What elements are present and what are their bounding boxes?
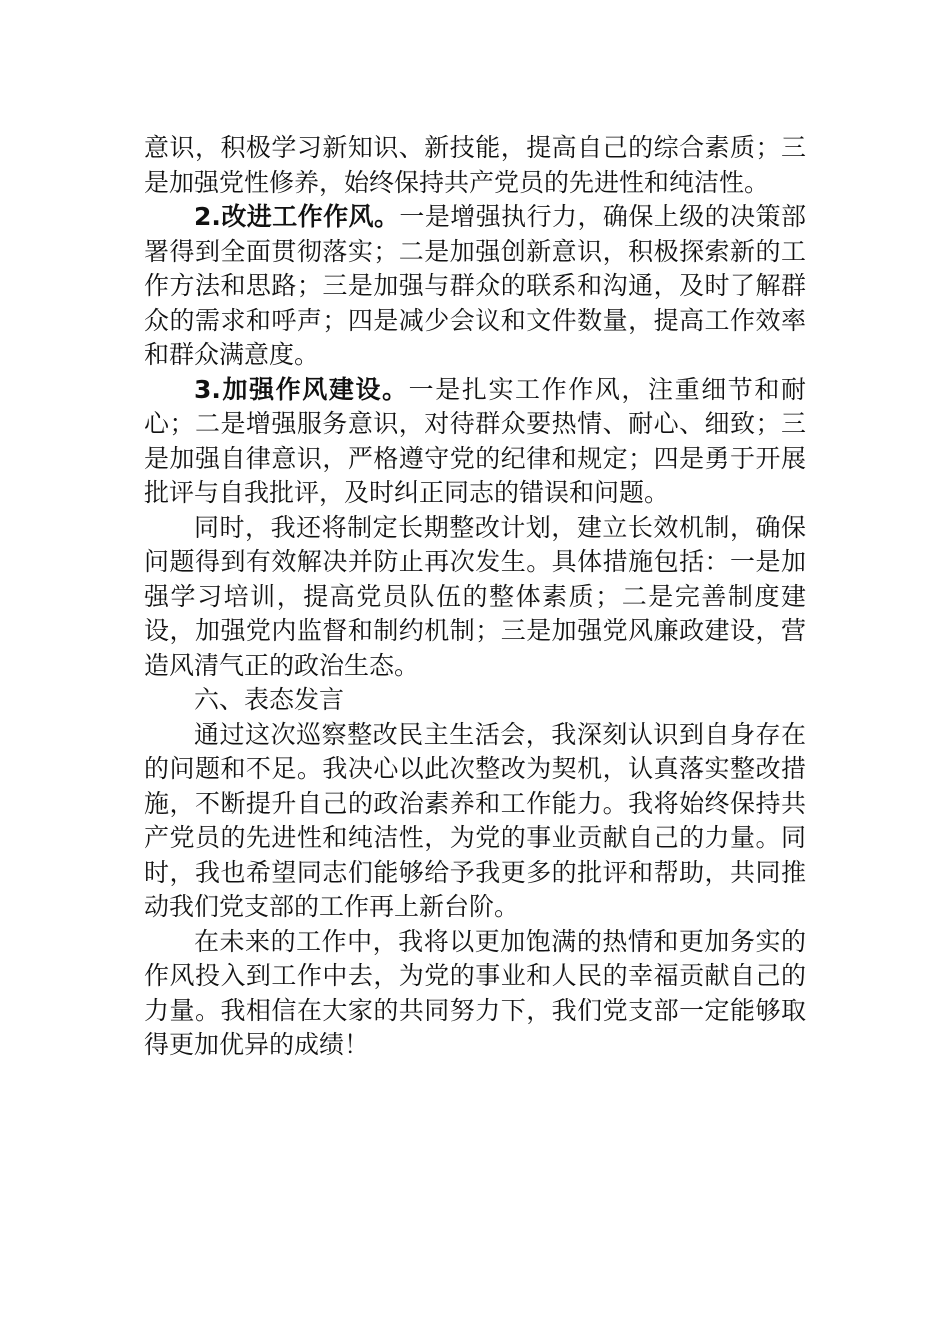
paragraph-body: 一是增强执行力，确保上级的决策部署得到全面贯彻落实；二是加强创新意识，积极探索新的工作方法和思路；三是加强与群众的联系和沟通，及时了解群众的需求和呼声；四是减少会议和文件数量，提高工作效率和群众满意度。 — [144, 202, 806, 369]
paragraph-body: 一是扎实工作作风，注重细节和耐心；二是增强服务意识，对待群众要热情、耐心、细致；三是加强自律意识，严格遵守党的纪律和规定；四是勇于开展批评与自我批评，及时纠正同志的错误和问题。 — [144, 374, 806, 507]
paragraph-improve-work-style — [144, 200, 806, 373]
paragraph-long-term-plan: 同时，我还将制定长期整改计划，建立长效机制，确保问题得到有效解决并防止再次发生。具体措施包括：一是加强学习培训，提高党员队伍的整体素质；二是完善制度建设，加强党内监督和制约机制；三是加强党风廉政建设，营造风清气正的政治生态。 — [144, 512, 806, 680]
numbered-heading-3: 3.加强作风建设。 — [194, 374, 409, 404]
paragraph-conclusion: 在未来的工作中，我将以更加饱满的热情和更加务实的作风投入到工作中去，为党的事业和人民的幸福贡献自己的力量。我相信在大家的共同努力下，我们党支部一定能够取得更加优异的成绩！ — [144, 926, 806, 1059]
document-page — [144, 131, 806, 1063]
numbered-heading-2: 2.改进工作作风。 — [194, 202, 400, 231]
paragraph-continuation: 意识，积极学习新知识、新技能，提高自己的综合素质；三是加强党性修养，始终保持共产党员的先进性和纯洁性。 — [144, 133, 806, 197]
paragraph-statement: 通过这次巡察整改民主生活会，我深刻认识到自身存在的问题和不足。我决心以此次整改为契机，认真落实整改措施，不断提升自己的政治素养和工作能力。我将始终保持共产党员的先进性和纯洁性，为党的事业贡献自己的力量。同时，我也希望同志们能够给予我更多的批评和帮助，共同推动我们党支部的工作再上新台阶。 — [144, 719, 806, 921]
section-heading: 六、表态发言 — [194, 685, 345, 714]
paragraph-strengthen-style-building — [144, 373, 806, 511]
